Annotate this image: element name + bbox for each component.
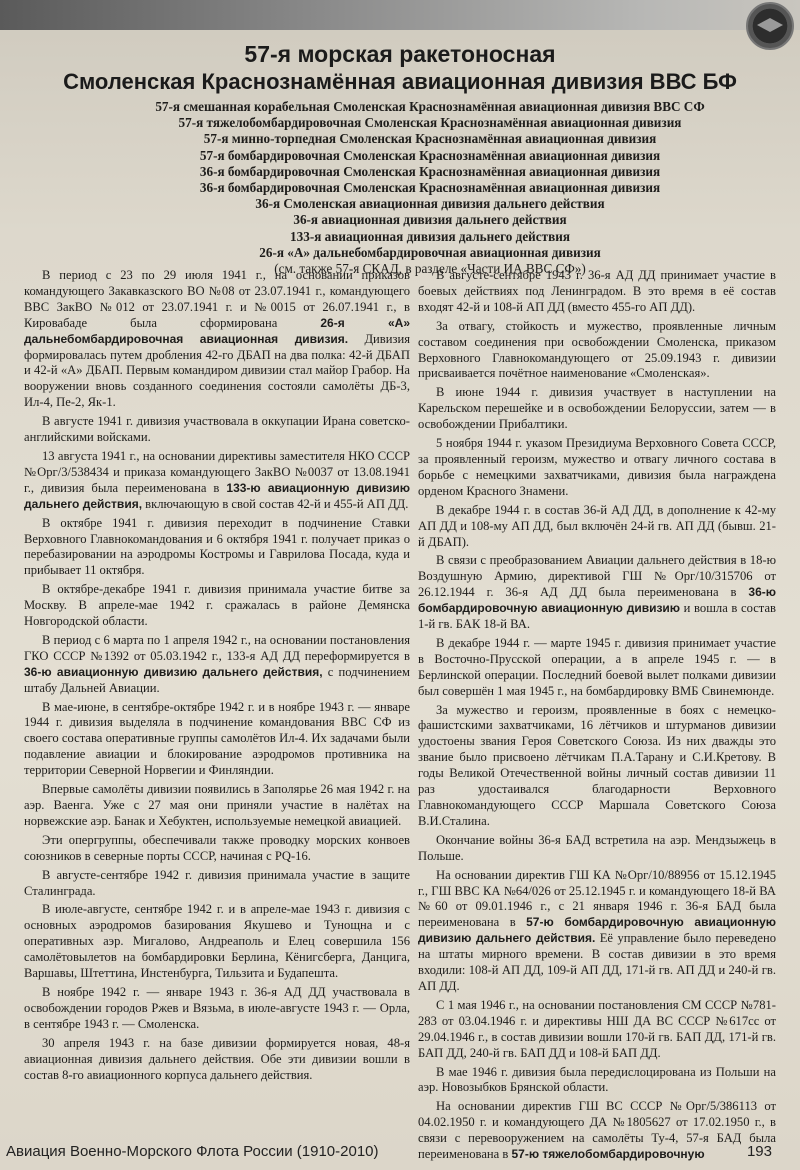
paragraph-text: В октябре-декабре 1941 г. дивизия принимала участие битве за Москву. В апреле-мае 1942 г. сражалась в районе Демянска Новгородской области. xyxy=(24,582,410,629)
paragraph-text: С 1 мая 1946 г., на основании постановления СМ СССР №781-283 от 03.04.1946 г. и директивы НШ ДА ВС СССР №617сс от 29.04.1946 г., в состав дивизии вошли 170-й гв. БАП ДД, 171-й гв. БАП ДД, 240-й гв. БАП ДД и 108-й БАП ДД. xyxy=(418,997,776,1060)
paragraph-text: включающую в свой состав 42-й и 455-й АП ДД. xyxy=(142,496,409,511)
paragraph xyxy=(418,503,776,551)
paragraph-bold-name: 57-ю бомбардировочную авиационную дивизию дальнего действия. xyxy=(418,915,777,946)
former-name-line: 57-я смешанная корабельная Смоленская Краснознамённая авиационная дивизия ВВС СФ xyxy=(155,99,705,114)
paragraph-text: Впервые самолёты дивизии появились в Заполярье 26 мая 1942 г. на аэр. Ваенга. Уже с 27 мая они приняли участие в налётах на норвежские аэр. Банак и Хебуктен, используемые немецкой авиацией. xyxy=(24,782,410,828)
paragraph xyxy=(418,319,776,383)
paragraph-text: В период с 23 по 29 июля 1941 г., на основании приказов командующего Закавказского ВО №08 от 23.07.1941 г., командующего ВВС ЗакВО №012 от 23.07.1941 г. и №0015 от 26.07.1941 г., в Кировабаде была сформирована xyxy=(24,268,410,330)
paragraph xyxy=(418,385,776,433)
paragraph-text: В мае-июне, в сентябре-октябре 1942 г. и в ноябре 1943 г. — январе 1944 г. дивизия выделяла в подчинение командования ВВС СФ из своего состава оперативные группы самолётов Ил-4. Их задачами были подавление авиации и блокирование аэродромов противника на территории Северной Норвегии и Финляндии. xyxy=(24,699,410,778)
paragraph-bold-name: 26-я «А» дальнебомбардировочная авиационная дивизия. xyxy=(24,315,410,346)
page-number: 193 xyxy=(746,1143,772,1160)
former-name-line: (см. также 57-я СКАД, в разделе «Части ИА ВВС СФ») xyxy=(274,261,586,277)
paragraph xyxy=(24,449,410,513)
paragraph-text: и вошла в состав 1-й гв. БАК 18-й ВА. xyxy=(418,601,776,632)
former-name-line: 36-я бомбардировочная Смоленская Краснознамённая авиационная дивизия xyxy=(199,163,661,179)
paragraph-text: Окончание войны 36-я БАД встретила на аэр. Мендзыжець в Польше. xyxy=(418,832,776,863)
page-footer xyxy=(0,1137,800,1170)
paragraph-text: Дивизия формировалась путем дробления 42-го ДБАП на два полка: 42-й ДБАП и 42-й «А» ДБАП. Первым командиром дивизии стал майор Грабор. На вооружении вновь созданного соединения состояли самолёты ДБ-3, Ил-4, Пе-2, Як-1. xyxy=(24,331,410,410)
paragraph-text: Её управление было переведено на штаты мирного времени. В состав дивизии в это время входили: 108-й АП ДД, 109-й АП ДД, 171-й гв. АП ДД и 240-й гв. АП ДД. xyxy=(418,931,776,993)
paragraph-text: В мае 1946 г. дивизия была передислоцирована из Польши на аэр. Новозыбков Брянской области. xyxy=(418,1064,776,1095)
former-name-line: 36-я Смоленская авиационная дивизия дальнего действия xyxy=(255,196,605,212)
paragraph-text: В июле-августе, сентябре 1942 г. и в апреле-мае 1943 г. дивизия с основных аэродромов базирования Якушево и Тунощна и с оперативных аэр. Мигалово, Андреаполь и Елец совершила 156 самолётовылетов на бомбардировки Берлина, Кёнигсберга, Данцига, Варшавы, Штеттина, Инстенбурга, Тильзита и Будапешта. xyxy=(24,902,410,981)
paragraph-text: В связи с преобразованием Авиации дальнего действия в 18-ю Воздушную Армию, директивой ГШ №Орг/10/315706 от 26.12.1944 г. 36-я АД ДД была переименована в xyxy=(418,553,776,600)
paragraph-text: В августе 1941 г. дивизия участвовала в оккупации Ирана советско-английскими войсками. xyxy=(24,414,410,445)
paragraph-text: с подчинением штабу Дальней Авиации. xyxy=(24,664,410,695)
former-names-list xyxy=(90,99,770,277)
left-column xyxy=(24,268,410,1086)
paragraph-text: За отвагу, стойкость и мужество, проявленные личным составом соединения при освобождении Смоленска, приказом Верховного Главнокомандующего от 25.09.1943 г. дивизии присваивается почётное наименование «Смоленская». xyxy=(418,318,776,381)
paragraph xyxy=(24,1036,410,1084)
paragraph xyxy=(24,516,410,580)
paragraph xyxy=(24,902,410,982)
title-line-1: 57-я морская ракетоносная xyxy=(244,41,556,67)
former-name-line: 133-я авиационная дивизия дальнего действия xyxy=(290,228,570,244)
paragraph xyxy=(418,636,776,700)
right-column xyxy=(418,268,776,1166)
paragraph-text: Эти опергруппы, обеспечивали также проводку морских конвоев союзников в северные порты СССР, начиная с PQ-16. xyxy=(24,832,410,863)
paragraph xyxy=(418,868,776,995)
paragraph-bold-name: 36-ю бомбардировочную авиационную дивизию xyxy=(418,585,776,616)
paragraph-text: В октябре 1941 г. дивизия переходит в подчинение Ставки Верховного Главнокомандования и 6 октября 1941 г. получает приказ о перебазировании на аэродромы Костромы и Гаврилова Посада, куда и прибывает 11 октября. xyxy=(24,515,410,578)
paragraph xyxy=(418,833,776,865)
paragraph-text: На основании директив ГШ ВС СССР №Орг/5/386113 от 04.02.1950 г. и командующего ДА №1805627 от 17.02.1950 г., в связи с перевооружением на самолёты Ту-4, 57-я БАД была переименована в xyxy=(418,1099,776,1162)
top-decorative-bar xyxy=(0,0,800,30)
paragraph xyxy=(418,268,776,316)
paragraph-text: За мужество и героизм, проявленные в боях с немецко-фашистскими захватчиками, 16 лётчиков и штурманов дивизии удостоены звания Героя Советского Союза. Из них дважды это звание было присвоено лётчикам П.А.Тарану и С.И.Кретову. В годы Великой Отечественной войны личный состав дивизии 11 раз удостаивался благодарности Верховного Главнокомандующего СССР Маршала Советского Союза В.И.Сталина. xyxy=(418,702,776,828)
paragraph xyxy=(418,436,776,500)
footer-book-title: Авиация Военно-Морского Флота России (1910-2010) xyxy=(6,1143,379,1160)
paragraph-bold-name: 36-ю авиационную дивизию дальнего действия, xyxy=(24,664,323,679)
former-name-line: 36-я бомбардировочная Смоленская Краснознамённая авиационная дивизия xyxy=(199,180,661,196)
paragraph-text: В декабре 1944 г. в состав 36-й АД ДД, в дополнение к 42-му АП ДД и 108-му АП ДД, был включён 24-й гв. АП ДД (бывш. 21-й ДБАП). xyxy=(418,502,776,549)
former-name-line: 57-я минно-торпедная Смоленская Краснознамённая авиационная дивизия xyxy=(203,131,657,147)
title-line-2: Смоленская Краснознамённая авиационная дивизия ВВС БФ xyxy=(63,69,737,94)
paragraph xyxy=(418,553,776,633)
paragraph-text: В ноябре 1942 г. — январе 1943 г. 36-я АД ДД участвовала в освобождении городов Ржев и Вязьма, в июле-августе 1943 г. — Орла, в сентябре 1943 г. — Смоленска. xyxy=(24,984,410,1031)
paragraph xyxy=(24,268,410,411)
paragraph xyxy=(418,1065,776,1097)
paragraph-text: На основании директив ГШ КА №Орг/10/88956 от 15.12.1945 г., ГШ ВВС КА №64/026 от 25.12.1945 г. и командующего 18-й ВА №60 от 09.01.1946 г., с 21 января 1946 г. 36-я БАД была переименована в xyxy=(418,867,776,930)
paragraph xyxy=(24,833,410,865)
paragraph-text: 13 августа 1941 г., на основании директивы заместителя НКО СССР №Орг/3/538434 и приказа командующего ЗакВО №0037 от 13.08.1941 г., дивизия была переименована в xyxy=(24,448,410,495)
paragraph-text: В период с 6 марта по 1 апреля 1942 г., на основании постановления ГКО СССР №1392 от 05.03.1942 г., 133-я АД ДД переформируется в xyxy=(24,632,410,663)
paragraph xyxy=(24,782,410,830)
paragraph xyxy=(418,703,776,830)
paragraph-bold-name: 133-ю авиационную дивизию дальнего действия, xyxy=(24,480,410,511)
paragraph xyxy=(24,700,410,780)
former-name-line: 26-я «А» дальнебомбардировочная авиационная дивизия xyxy=(259,244,601,260)
paragraph xyxy=(418,998,776,1062)
paragraph xyxy=(24,985,410,1033)
former-name-line: 57-я бомбардировочная Смоленская Краснознамённая авиационная дивизия xyxy=(199,147,661,163)
paragraph-text: 5 ноября 1944 г. указом Президиума Верховного Совета СССР, за проявленный героизм, мужество и отвагу личного состава в борьбе с немецкими захватчиками, дивизия была награждена орденом Красного Знамени. xyxy=(418,436,776,498)
paragraph xyxy=(24,633,410,697)
former-name-line: 57-я тяжелобомбардировочная Смоленская Краснознамённая авиационная дивизия xyxy=(178,115,682,131)
page-title xyxy=(40,40,760,95)
paragraph-text: 30 апреля 1943 г. на базе дивизии формируется новая, 48-я авиационная дивизия дальнего действия. Обе эти дивизии вошли в состав 8-го авиационного корпуса дальнего действия. xyxy=(24,1035,410,1082)
paragraph xyxy=(24,414,410,446)
paragraph-text: В декабре 1944 г. — марте 1945 г. дивизия принимает участие в Восточно-Прусской операции, а в апреле 1945 г. — в Берлинской операции. Последний боевой вылет полками дивизии был совершён 1 мая 1945 г., на бомбардировку ВМБ Свинемюнде. xyxy=(418,635,776,698)
paragraph-bold-name: 57-ю тяжелобомбардировочную xyxy=(511,1147,705,1162)
paragraph-text: В августе-сентябре 1943 г. 36-я АД ДД принимает участие в боевых действиях под Ленинградом. В это время в её состав входят 42-й и 108-й АП ДД (вместо 455-го АП ДД). xyxy=(418,268,776,314)
paragraph xyxy=(24,868,410,900)
paragraph-text: В августе-сентябре 1942 г. дивизия принимала участие в защите Сталинграда. xyxy=(24,867,410,898)
paragraph-text: В июне 1944 г. дивизия участвует в наступлении на Карельском перешейке и в освобождении Белоруссии, затем — в освобождении Прибалтики. xyxy=(418,385,776,432)
paragraph xyxy=(24,582,410,630)
former-name-line: 36-я авиационная дивизия дальнего действия xyxy=(293,212,567,228)
